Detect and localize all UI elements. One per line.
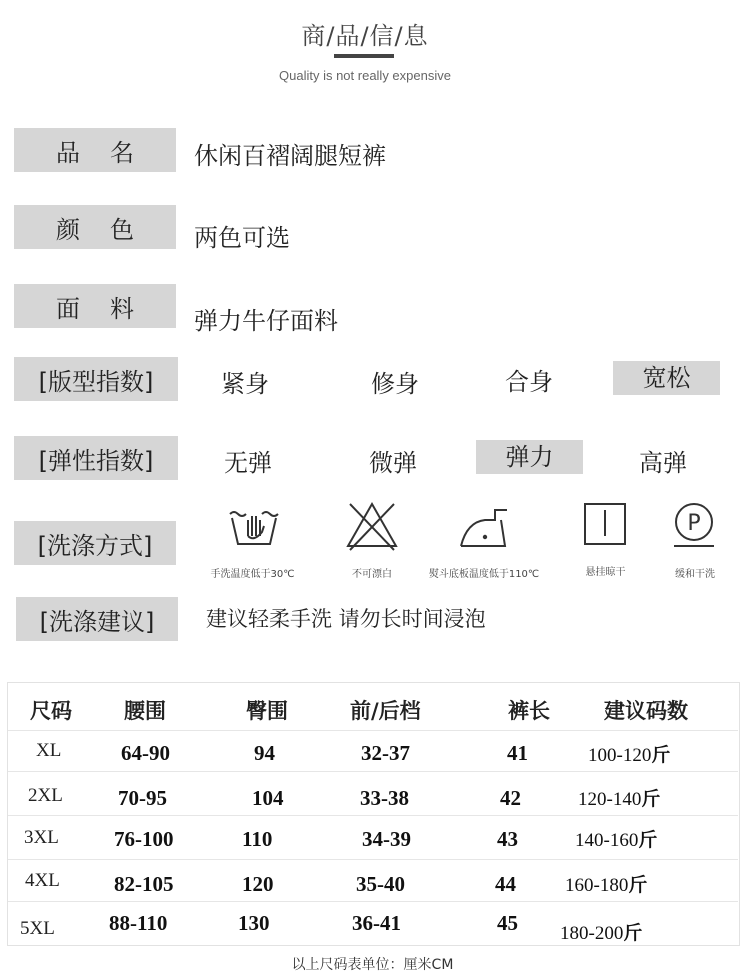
elasticity-option-high: 高弹: [639, 449, 687, 477]
table-cell-hip: 120: [242, 872, 274, 896]
elasticity-option-slight: 微弹: [369, 449, 417, 477]
fit-option-loose-selected: 宽松: [613, 361, 720, 395]
elasticity-option-stretch-selected: 弹力: [476, 440, 583, 474]
table-divider: [8, 815, 738, 816]
table-cell-length: 45: [497, 911, 518, 935]
table-cell-recommended: 100-120斤: [588, 744, 671, 766]
table-header-recommended: 建议码数: [604, 698, 688, 723]
table-cell-waist: 64-90: [121, 741, 170, 765]
product-name-value: 休闲百褶阔腿短裤: [194, 142, 386, 170]
table-cell-length: 41: [507, 741, 528, 765]
page-subtitle: Quality is not really expensive: [279, 68, 451, 83]
table-cell-length: 43: [497, 827, 518, 851]
fit-option-regular: 合身: [505, 368, 553, 396]
iron-low-icon: [455, 500, 515, 556]
washing-advice-text: 建议轻柔手洗 请勿长时间浸泡: [206, 607, 486, 631]
table-cell-size: 4XL: [25, 870, 60, 891]
table-cell-length: 44: [495, 872, 516, 896]
table-cell-waist: 82-105: [114, 872, 174, 896]
fabric-value: 弹力牛仔面料: [194, 307, 338, 335]
table-divider: [8, 771, 738, 772]
table-cell-size: 5XL: [20, 918, 55, 939]
table-cell-rise: 35-40: [356, 872, 405, 896]
table-footnote: 以上尺码表单位：厘米CM: [291, 957, 454, 973]
label-color: 颜色: [14, 205, 176, 249]
iron-low-caption: 熨斗底板温度低于110℃: [428, 569, 540, 580]
table-cell-waist: 76-100: [114, 827, 174, 851]
color-value: 两色可选: [194, 224, 290, 252]
table-cell-rise: 33-38: [360, 786, 409, 810]
table-cell-recommended: 180-200斤: [560, 922, 643, 944]
elasticity-option-none: 无弹: [224, 449, 272, 477]
table-cell-size: 3XL: [24, 827, 59, 848]
table-header-size: 尺码: [30, 698, 72, 723]
no-bleach-icon: [342, 498, 402, 554]
table-cell-size: XL: [36, 740, 62, 761]
table-header-length: 裤长: [508, 698, 550, 723]
no-bleach-caption: 不可漂白: [352, 569, 392, 580]
table-cell-hip: 104: [252, 786, 284, 810]
table-header-rise: 前/后档: [350, 698, 421, 723]
table-cell-rise: 34-39: [362, 827, 411, 851]
table-cell-hip: 94: [254, 741, 275, 765]
dry-clean-caption: 缓和干洗: [675, 569, 715, 580]
table-cell-waist: 70-95: [118, 786, 167, 810]
table-divider: [8, 859, 738, 860]
table-divider: [8, 730, 738, 731]
table-header-hip: 臀围: [246, 698, 288, 723]
label-fabric: 面料: [14, 284, 176, 328]
hang-dry-icon: [575, 500, 635, 556]
table-header-waist: 腰围: [124, 698, 166, 723]
hand-wash-caption: 手洗温度低于30℃: [210, 569, 295, 580]
table-divider: [8, 901, 738, 902]
table-cell-recommended: 160-180斤: [565, 874, 648, 896]
hang-dry-caption: 悬挂晾干: [585, 567, 626, 578]
label-elasticity-index: [弹性指数]: [14, 436, 178, 480]
label-fit-index: [版型指数]: [14, 357, 178, 401]
table-cell-rise: 32-37: [361, 741, 410, 765]
label-washing-advice: [洗涤建议]: [16, 597, 178, 641]
label-washing-method: [洗涤方式]: [14, 521, 176, 565]
table-cell-recommended: 140-160斤: [575, 829, 658, 851]
table-cell-hip: 110: [242, 827, 273, 851]
title-underline: [334, 54, 394, 58]
fit-option-tight: 紧身: [221, 370, 269, 398]
dry-clean-p-icon: [664, 500, 724, 556]
table-cell-hip: 130: [238, 911, 270, 935]
hand-wash-icon: [224, 500, 284, 556]
label-product-name: 品名: [14, 128, 176, 172]
table-cell-rise: 36-41: [352, 911, 401, 935]
table-cell-size: 2XL: [28, 785, 63, 806]
table-cell-recommended: 120-140斤: [578, 788, 661, 810]
svg-text:P: P: [687, 511, 701, 536]
fit-option-slim: 修身: [371, 370, 419, 398]
page-title: 商/品/信/息: [301, 22, 429, 50]
table-cell-length: 42: [500, 786, 521, 810]
table-cell-waist: 88-110: [109, 911, 168, 935]
